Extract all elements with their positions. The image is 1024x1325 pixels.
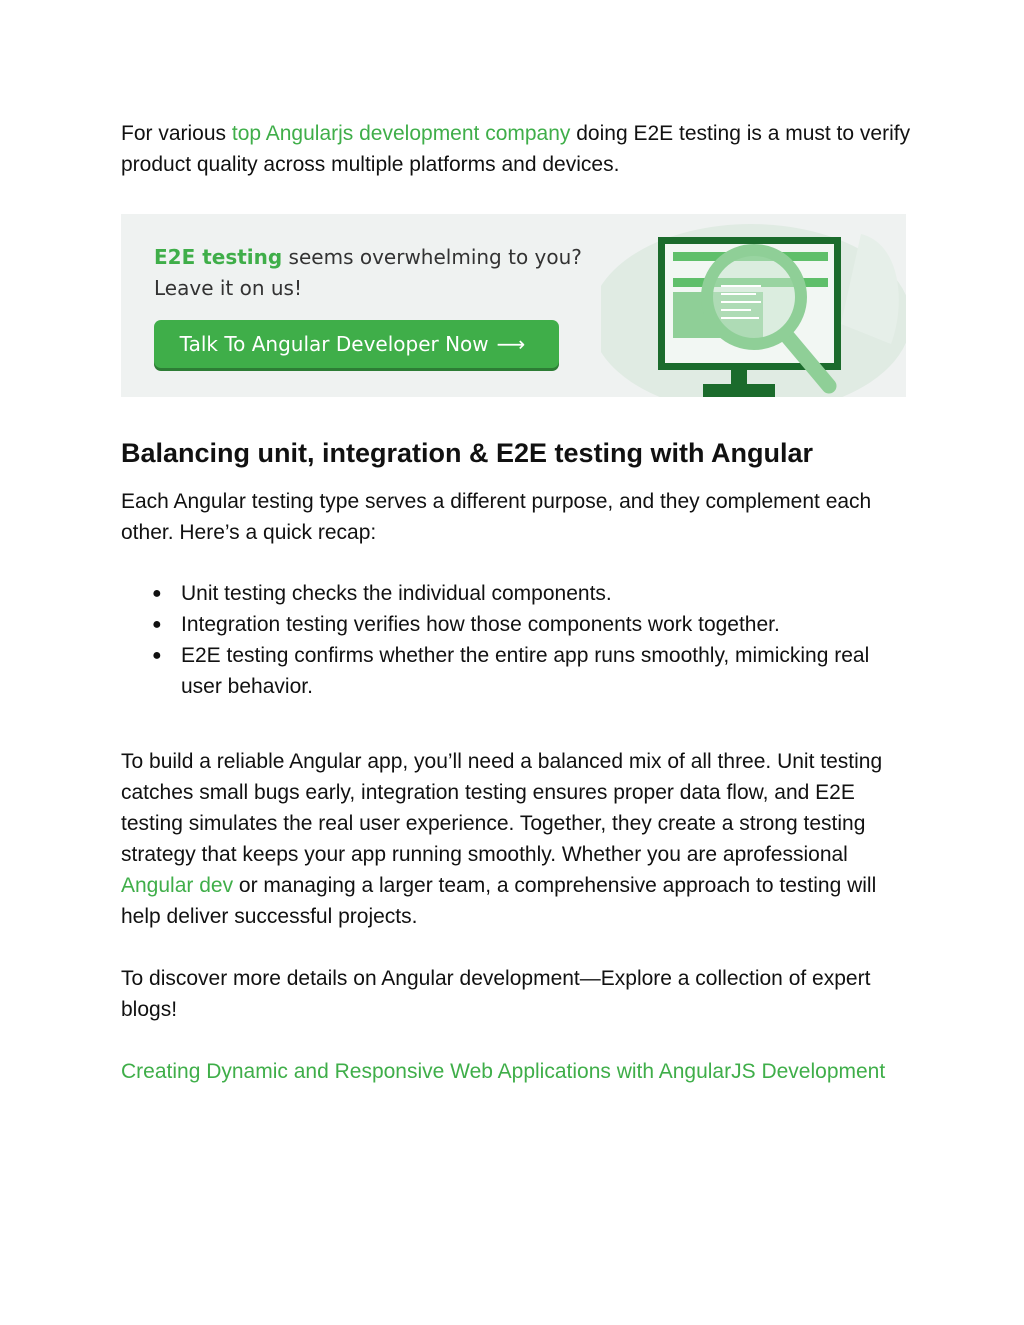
list-item bbox=[121, 578, 911, 609]
cta-banner[interactable] bbox=[121, 214, 906, 397]
monitor-neck bbox=[731, 370, 747, 384]
intro-suffix: doing E2E testing is a must to verify product quality across multiple platforms and devices. bbox=[121, 122, 911, 176]
summary-suffix: or managing a larger team, a comprehensive approach to testing will help deliver successful projects. bbox=[121, 874, 877, 928]
banner-line-1-rest: seems overwhelming to you? bbox=[282, 245, 582, 269]
arrow-right-icon: ⟶ bbox=[496, 332, 526, 356]
recap-paragraph: Each Angular testing type serves a different purpose, and they complement each other. Here’s a quick recap: bbox=[121, 490, 872, 544]
related-article-link[interactable]: Creating Dynamic and Responsive Web Applications with AngularJS Development bbox=[121, 1060, 886, 1083]
list-item bbox=[121, 609, 911, 640]
related-article-paragraph bbox=[121, 1056, 911, 1087]
angularjs-company-link[interactable]: top Angularjs development company bbox=[231, 122, 571, 145]
angular-dev-link[interactable]: Angular dev bbox=[121, 874, 234, 897]
testing-types-list bbox=[121, 578, 911, 702]
magnifier-lens bbox=[707, 250, 801, 344]
bullet-icon: ● bbox=[152, 585, 162, 602]
list-item-text: E2E testing confirms whether the entire app runs smoothly, mimicking real user behavior. bbox=[181, 644, 870, 698]
intro-paragraph bbox=[121, 118, 911, 180]
banner-line-1 bbox=[154, 242, 582, 273]
list-item-text: Unit testing checks the individual components. bbox=[181, 582, 612, 605]
cta-label: Talk To Angular Developer Now bbox=[179, 332, 489, 356]
banner-highlight: E2E testing bbox=[154, 245, 283, 269]
summary-prefix: To build a reliable Angular app, you’ll need a balanced mix of all three. Unit testing catches small bugs early, integration testing ensures proper data flow, and E2E testing simulates the real user experience. Together, they create a strong testing strategy that keeps your app running smoothly. Whether you are aprofessional bbox=[121, 750, 883, 866]
bullet-icon: ● bbox=[152, 647, 162, 664]
section-heading: Balancing unit, integration & E2E testing with Angular bbox=[121, 438, 814, 468]
banner-text bbox=[154, 242, 582, 304]
discover-paragraph: To discover more details on Angular development—Explore a collection of expert blogs! bbox=[121, 967, 871, 1021]
banner-line-2: Leave it on us! bbox=[154, 276, 302, 300]
talk-to-developer-button[interactable] bbox=[154, 320, 559, 368]
summary-paragraph bbox=[121, 746, 911, 932]
monitor-base bbox=[703, 384, 775, 397]
list-item-text: Integration testing verifies how those components work together. bbox=[181, 613, 780, 636]
bullet-icon: ● bbox=[152, 616, 162, 633]
monitor-magnifier-icon bbox=[601, 214, 906, 397]
intro-prefix: For various bbox=[121, 122, 232, 145]
list-item bbox=[121, 640, 911, 702]
